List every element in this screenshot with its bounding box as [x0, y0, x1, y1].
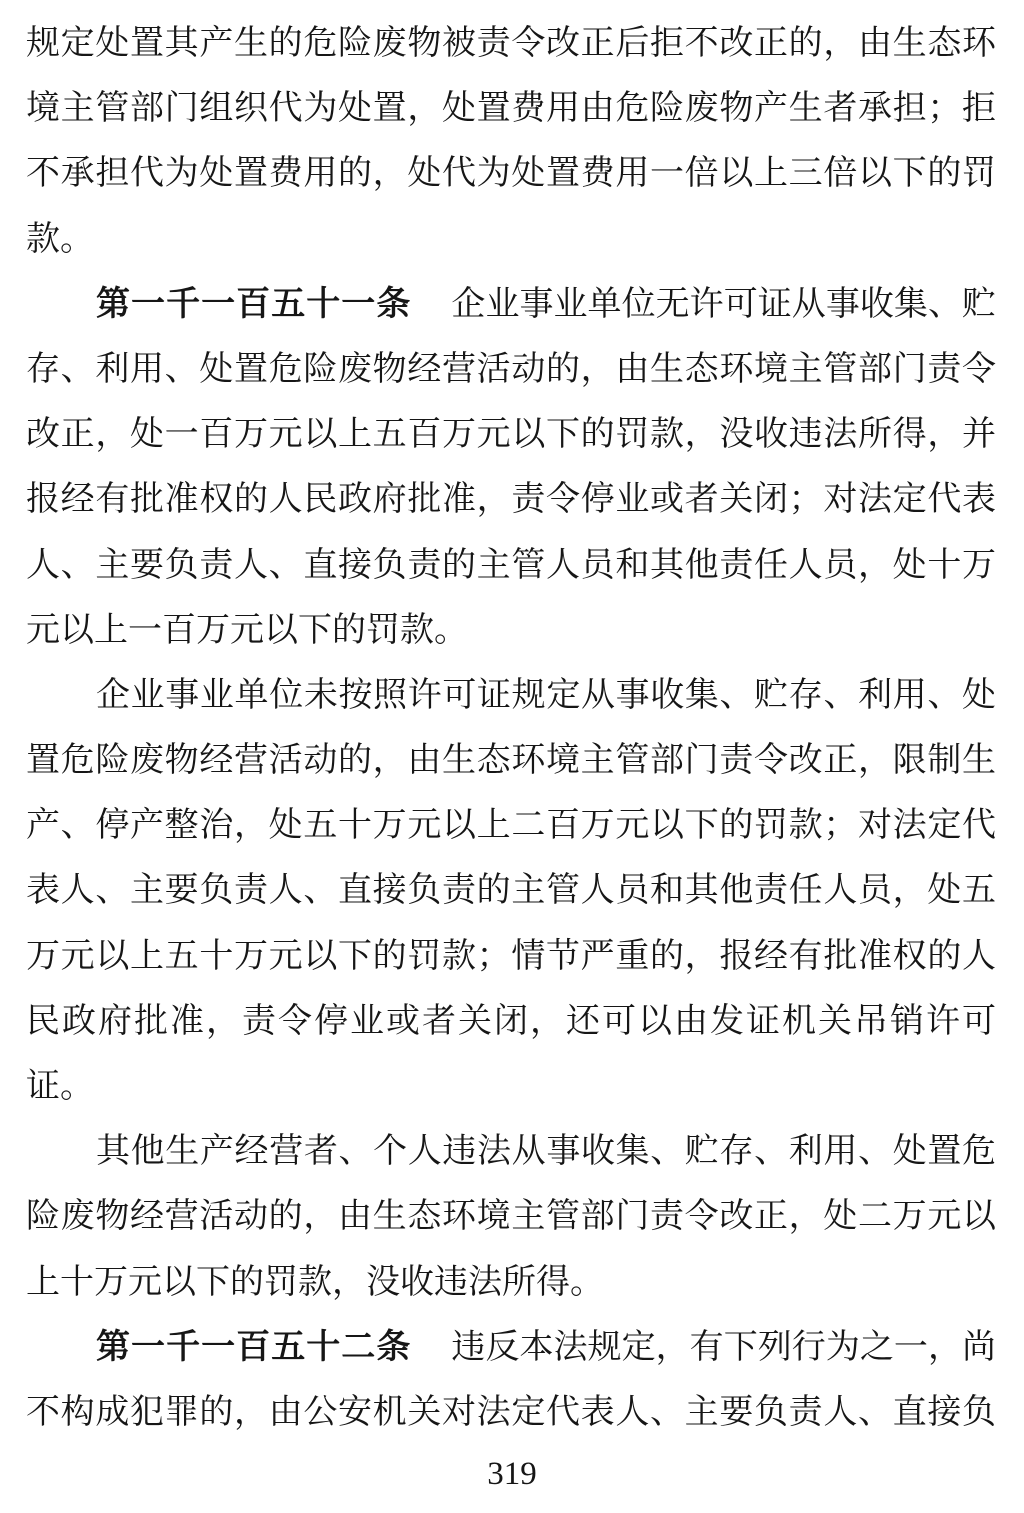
line-text: 人、主要负责人、直接负责的主管人员和其他责任人员，处十万 [26, 546, 996, 584]
text-line [26, 272, 996, 337]
line-text: 企业事业单位无许可证从事收集、贮 [451, 285, 996, 323]
line-text: 违反本法规定，有下列行为之一，尚 [451, 1328, 996, 1366]
text-line [26, 1380, 996, 1445]
text-line [26, 76, 996, 141]
text-line [26, 1250, 996, 1315]
text-line [26, 207, 996, 272]
line-text: 不承担代为处置费用的，处代为处置费用一倍以上三倍以下的罚 [26, 155, 996, 193]
page-number: 319 [487, 1456, 537, 1492]
text-line [26, 924, 996, 989]
line-text: 万元以上五十万元以下的罚款；情节严重的，报经有批准权的人 [26, 937, 996, 975]
line-text: 企业事业单位未按照许可证规定从事收集、贮存、利用、处 [96, 676, 996, 714]
article-number: 第一千一百五十一条 [96, 284, 412, 323]
line-text: 元以上一百万元以下的罚款。 [26, 611, 468, 649]
text-line [26, 141, 996, 206]
text-line [26, 337, 996, 402]
line-text: 境主管部门组织代为处置，处置费用由危险废物产生者承担；拒 [26, 90, 996, 128]
line-text: 存、利用、处置危险废物经营活动的，由生态环境主管部门责令 [26, 350, 996, 388]
line-text: 民政府批准，责令停业或者关闭，还可以由发证机关吊销许可 [26, 1002, 996, 1040]
text-line [26, 1119, 996, 1184]
line-text: 规定处置其产生的危险废物被责令改正后拒不改正的，由生态环 [26, 25, 996, 62]
line-text: 表人、主要负责人、直接负责的主管人员和其他责任人员，处五 [26, 872, 996, 910]
text-line [26, 989, 996, 1054]
text-line [26, 402, 996, 467]
text-line [26, 11, 996, 76]
line-text: 证。 [26, 1068, 94, 1105]
line-text: 险废物经营活动的，由生态环境主管部门责令改正，处二万元以 [26, 1198, 996, 1236]
line-text: 置危险废物经营活动的，由生态环境主管部门责令改正，限制生 [26, 742, 996, 780]
line-text: 产、停产整治，处五十万元以上二百万元以下的罚款；对法定代 [26, 807, 996, 845]
line-text: 上十万元以下的罚款，没收违法所得。 [26, 1263, 604, 1301]
line-text: 其他生产经营者、个人违法从事收集、贮存、利用、处置危 [96, 1133, 996, 1171]
text-line [26, 1184, 996, 1249]
line-text: 款。 [26, 220, 94, 258]
text-line [26, 1315, 996, 1380]
text-line [26, 858, 996, 923]
text-line [26, 793, 996, 858]
text-line [26, 1054, 996, 1119]
line-text: 不构成犯罪的，由公安机关对法定代表人、主要负责人、直接负 [26, 1393, 996, 1431]
text-line [26, 598, 996, 663]
text-line [26, 533, 996, 598]
article-number: 第一千一百五十二条 [96, 1327, 412, 1366]
text-line [26, 467, 996, 532]
line-text: 改正，处一百万元以上五百万元以下的罚款，没收违法所得，并 [26, 416, 996, 454]
line-text: 报经有批准权的人民政府批准，责令停业或者关闭；对法定代表 [26, 481, 996, 519]
text-line [26, 663, 996, 728]
text-line [26, 728, 996, 793]
text-body [26, 11, 996, 1445]
